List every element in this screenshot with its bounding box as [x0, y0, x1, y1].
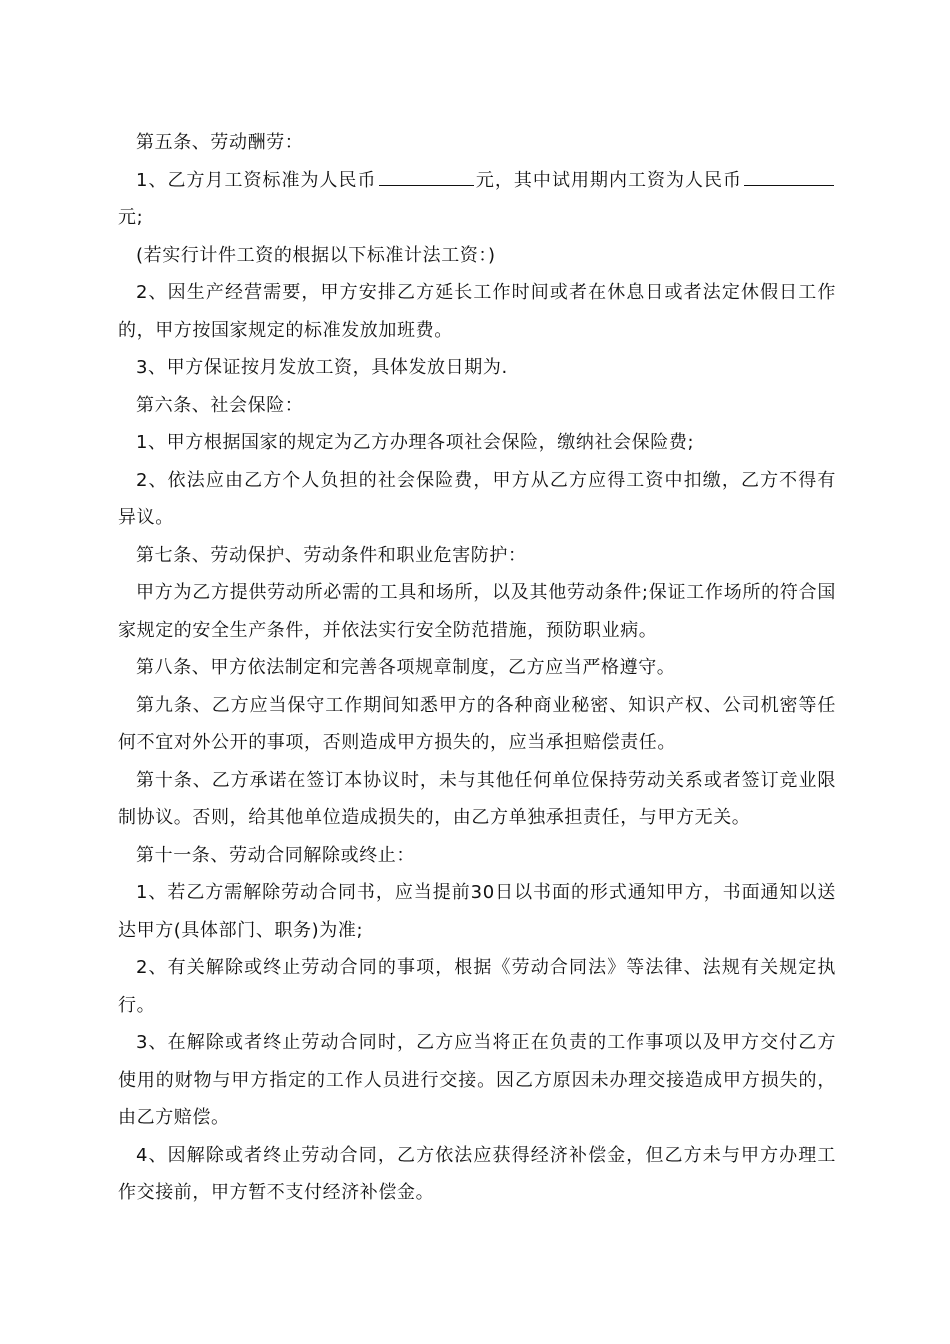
document-page: [118, 124, 836, 1212]
article-5-clause-1: [118, 162, 836, 237]
probation-salary-blank: [744, 167, 834, 186]
article-6-clause-2: 2、依法应由乙方个人负担的社会保险费，甲方从乙方应得工资中扣缴，乙方不得有异议。: [118, 469, 836, 528]
clause-text: 元，其中试用期内工资为人民币: [475, 169, 742, 191]
clause-text: 1、乙方月工资标准为人民币: [136, 169, 377, 191]
article-10: 第十条、乙方承诺在签订本协议时，未与其他任何单位保持劳动关系或者签订竞业限制协议。否则，给其他单位造成损失的，由乙方单独承担责任，与甲方无关。: [118, 769, 836, 828]
article-7-body: 甲方为乙方提供劳动所必需的工具和场所，以及其他劳动条件;保证工作场所的符合国家规定的安全生产条件，并依法实行安全防范措施，预防职业病。: [118, 582, 836, 641]
article-11-clause-2: 2、有关解除或终止劳动合同的事项，根据《劳动合同法》等法律、法规有关规定执行。: [118, 957, 836, 1016]
article-5-clause-2: 2、因生产经营需要，甲方安排乙方延长工作时间或者在休息日或者法定休假日工作的，甲方按国家规定的标准发放加班费。: [118, 282, 836, 341]
article-8: 第八条、甲方依法制定和完善各项规章制度，乙方应当严格遵守。: [136, 657, 676, 678]
piecework-note: (若实行计件工资的根据以下标准计法工资：): [136, 244, 496, 266]
article-9: 第九条、乙方应当保守工作期间知悉甲方的各种商业秘密、知识产权、公司机密等任何不宜对外公开的事项，否则造成甲方损失的，应当承担赔偿责任。: [118, 694, 836, 753]
article-7-heading: 第七条、劳动保护、劳动条件和职业危害防护：: [136, 544, 527, 566]
salary-blank: [379, 167, 474, 186]
clause-text: 元;: [118, 207, 144, 228]
article-5-heading: 第五条、劳动酬劳：: [136, 132, 304, 153]
article-6-clause-1: 1、甲方根据国家的规定为乙方办理各项社会保险，缴纳社会保险费;: [136, 432, 695, 453]
article-11-clause-4: 4、因解除或者终止劳动合同，乙方依法应获得经济补偿金，但乙方未与甲方办理工作交接前，甲方暂不支付经济补偿金。: [118, 1144, 836, 1203]
article-11-clause-1: 1、若乙方需解除劳动合同书，应当提前30日以书面的形式通知甲方，书面通知以送达甲方(具体部门、职务)为准;: [118, 882, 836, 941]
article-11-heading: 第十一条、劳动合同解除或终止：: [136, 844, 415, 866]
article-11-clause-3: 3、在解除或者终止劳动合同时，乙方应当将正在负责的工作事项以及甲方交付乙方使用的财物与甲方指定的工作人员进行交接。因乙方原因未办理交接造成甲方损失的，由乙方赔偿。: [118, 1032, 836, 1128]
article-5-clause-3: 3、甲方保证按月发放工资，具体发放日期为.: [136, 357, 508, 378]
article-6-heading: 第六条、社会保险：: [136, 394, 304, 416]
